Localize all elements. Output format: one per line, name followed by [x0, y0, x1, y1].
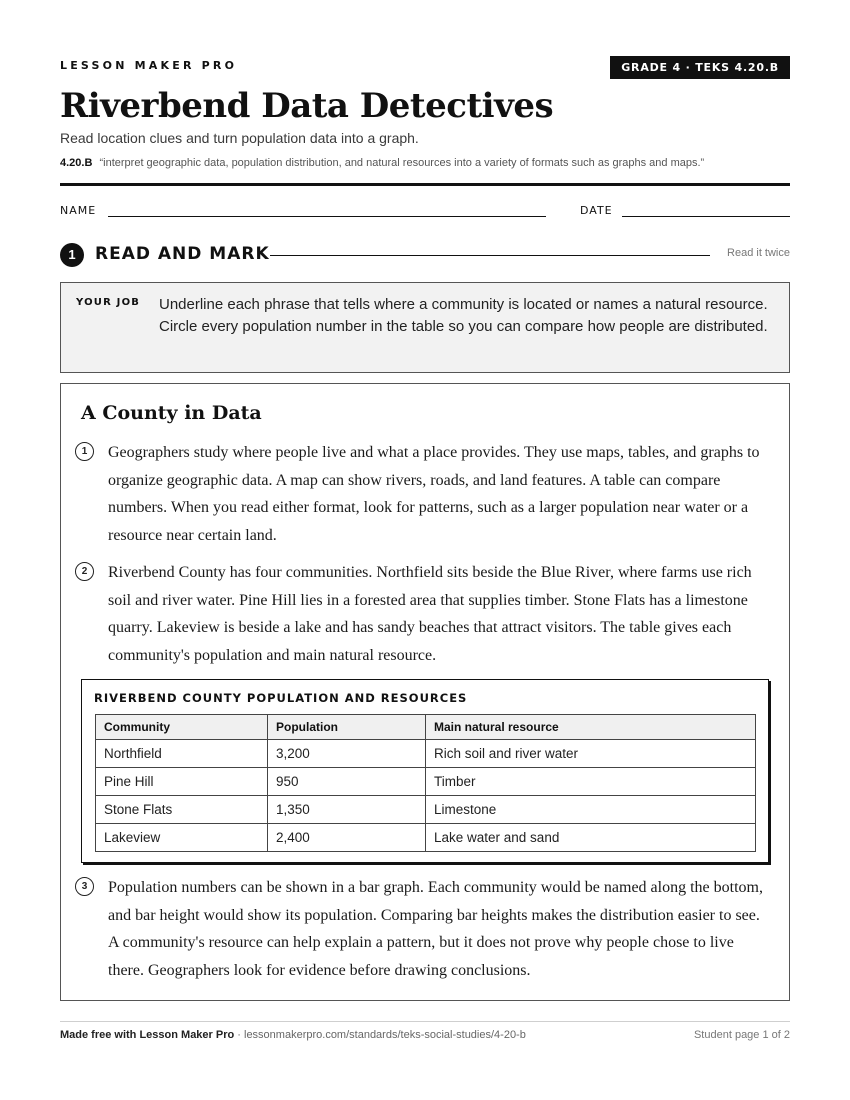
table-header-row — [96, 715, 756, 740]
table-cell: Lake water and sand — [426, 824, 756, 852]
table-cell: 2,400 — [268, 824, 426, 852]
paragraph-text: Geographers study where people live and what a place provides. They use maps, tables, and graphs to organize geographic data. A map can show rivers, roads, and land features. A table can compare numbers. When you read either format, look for patterns, such as a larger population near water or a resource near certain land. — [108, 444, 760, 544]
job-instructions: Underline each phrase that tells where a community is located or names a natural resource. Circle every population number in the table so you can compare how people are distributed. — [159, 296, 768, 335]
table-cell: Lakeview — [96, 824, 268, 852]
name-label: NAME — [60, 204, 97, 217]
name-date-row — [60, 204, 790, 220]
table-cell: Rich soil and river water — [426, 740, 756, 768]
table-row — [96, 768, 756, 796]
page-title: Riverbend Data Detectives — [60, 86, 554, 126]
grade-badge: GRADE 4 · TEKS 4.20.B — [610, 56, 790, 79]
footer-divider — [60, 1021, 790, 1022]
your-job-box — [60, 282, 790, 373]
table-cell: Pine Hill — [96, 768, 268, 796]
date-label: DATE — [580, 204, 613, 217]
paragraph-number: 3 — [75, 877, 94, 896]
paragraph-number: 1 — [75, 442, 94, 461]
standard-line — [60, 157, 704, 169]
section-title: READ AND MARK — [95, 244, 270, 264]
name-field[interactable] — [108, 216, 546, 217]
job-label: YOUR JOB — [76, 297, 141, 308]
table-cell: Stone Flats — [96, 796, 268, 824]
table-row — [96, 740, 756, 768]
table-cell: 3,200 — [268, 740, 426, 768]
table-cell: Limestone — [426, 796, 756, 824]
reading-passage — [60, 383, 790, 1001]
reading-title: A County in Data — [81, 402, 262, 424]
brand-name: LESSON MAKER PRO — [60, 59, 238, 72]
page-subtitle: Read location clues and turn population data into a graph. — [60, 130, 419, 146]
section-number: 1 — [60, 243, 84, 267]
footer-credit — [60, 1029, 526, 1041]
header-divider — [60, 183, 790, 186]
population-table-box — [81, 679, 769, 863]
top-bar — [60, 56, 790, 80]
table-cell: 1,350 — [268, 796, 426, 824]
population-table — [95, 714, 756, 852]
table-cell: Northfield — [96, 740, 268, 768]
paragraph-text: Population numbers can be shown in a bar graph. Each community would be named along the bottom, and bar height would show its population. Comparing bar heights makes the distribution easier to see. A community's resource can help explain a pattern, but it does not prove why people chose to live there. Geographers look for evidence before drawing conclusions. — [108, 879, 763, 979]
column-header: Population — [268, 715, 426, 740]
section-header — [60, 243, 790, 267]
table-cell: 950 — [268, 768, 426, 796]
footer-separator: · — [234, 1029, 244, 1041]
table-row — [96, 824, 756, 852]
standard-code: 4.20.B — [60, 157, 93, 169]
table-caption: RIVERBEND COUNTY POPULATION AND RESOURCES — [94, 691, 468, 705]
standard-text: “interpret geographic data, population distribution, and natural resources into a variety of formats such as graphs and maps.” — [99, 157, 705, 169]
column-header: Community — [96, 715, 268, 740]
section-rule — [270, 255, 710, 256]
page-indicator: Student page 1 of 2 — [693, 1029, 790, 1041]
table-row — [96, 796, 756, 824]
footer-url[interactable]: lessonmakerpro.com/standards/teks-social-studies/4-20-b — [244, 1029, 526, 1041]
paragraph-text: Riverbend County has four communities. Northfield sits beside the Blue River, where farms use rich soil and river water. Pine Hill lies in a forested area that supplies timber. Stone Flats has a limestone quarry. Lakeview is beside a lake and has sandy beaches that attract visitors. The table gives each community's population and main natural resource. — [108, 564, 752, 664]
footer-made-with: Made free with Lesson Maker Pro — [60, 1029, 235, 1041]
section-note: Read it twice — [727, 247, 790, 259]
table-cell: Timber — [426, 768, 756, 796]
column-header: Main natural resource — [426, 715, 756, 740]
date-field[interactable] — [622, 216, 790, 217]
paragraph-number: 2 — [75, 562, 94, 581]
